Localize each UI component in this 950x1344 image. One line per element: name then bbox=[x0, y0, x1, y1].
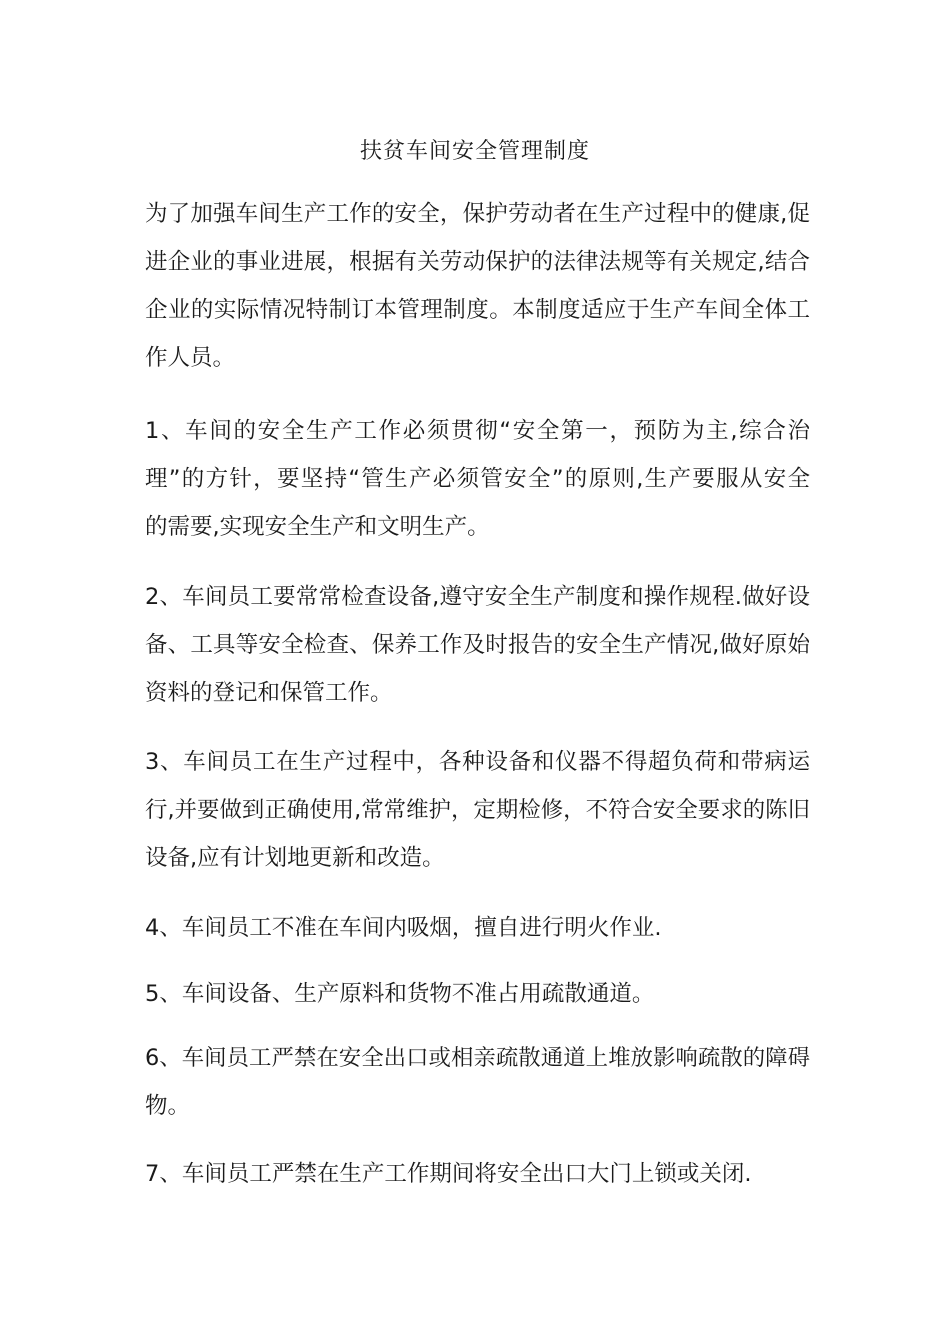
paragraph-line: 3、车间员工在生产过程中，各种设备和仪器不得超负荷和带病运 bbox=[145, 749, 810, 775]
paragraph-line: 为了加强车间生产工作的安全，保护劳动者在生产过程中的健康,促 bbox=[145, 201, 810, 227]
paragraph-line: 企业的实际情况特制订本管理制度。本制度适应于生产车间全体工 bbox=[145, 297, 810, 323]
paragraph-intro bbox=[145, 190, 810, 382]
paragraph-line: 理”的方针，要坚持“管生产必须管安全”的原则,生产要服从安全 bbox=[145, 466, 810, 492]
paragraph-line: 行,并要做到正确使用,常常维护，定期检修，不符合安全要求的陈旧 bbox=[145, 797, 810, 823]
paragraph-line: 2、车间员工要常常检查设备,遵守安全生产制度和操作规程.做好设 bbox=[145, 584, 810, 610]
paragraph-line: 进企业的事业进展，根据有关劳动保护的法律法规等有关规定,结合 bbox=[145, 249, 810, 275]
paragraph-line: 设备,应有计划地更新和改造。 bbox=[145, 845, 445, 871]
paragraph-rule-2 bbox=[145, 573, 810, 717]
paragraph-rule-4 bbox=[145, 904, 810, 952]
paragraph-rule-5 bbox=[145, 970, 810, 1018]
paragraph-line: 备、工具等安全检查、保养工作及时报告的安全生产情况,做好原始 bbox=[145, 632, 810, 658]
paragraph-line: 作人员。 bbox=[145, 345, 236, 371]
paragraph-line: 5、车间设备、生产原料和货物不准占用疏散通道。 bbox=[145, 981, 655, 1007]
paragraph-rule-3 bbox=[145, 738, 810, 882]
paragraph-line: 7、车间员工严禁在生产工作期间将安全出口大门上锁或关闭. bbox=[145, 1161, 752, 1187]
paragraph-line: 6、车间员工严禁在安全出口或相亲疏散通道上堆放影响疏散的障碍 bbox=[145, 1045, 810, 1071]
paragraph-line: 的需要,实现安全生产和文明生产。 bbox=[145, 514, 490, 540]
paragraph-rule-7 bbox=[145, 1150, 810, 1198]
paragraph-rule-6 bbox=[145, 1034, 810, 1130]
paragraph-line: 4、车间员工不准在车间内吸烟，擅自进行明火作业. bbox=[145, 915, 662, 941]
paragraph-line: 1、车间的安全生产工作必须贯彻“安全第一，预防为主,综合治 bbox=[145, 418, 810, 444]
paragraph-line: 资料的登记和保管工作。 bbox=[145, 680, 393, 706]
paragraph-line: 物。 bbox=[145, 1093, 191, 1119]
paragraph-rule-1 bbox=[145, 407, 810, 551]
document-title: 扶贫车间安全管理制度 bbox=[359, 139, 590, 164]
